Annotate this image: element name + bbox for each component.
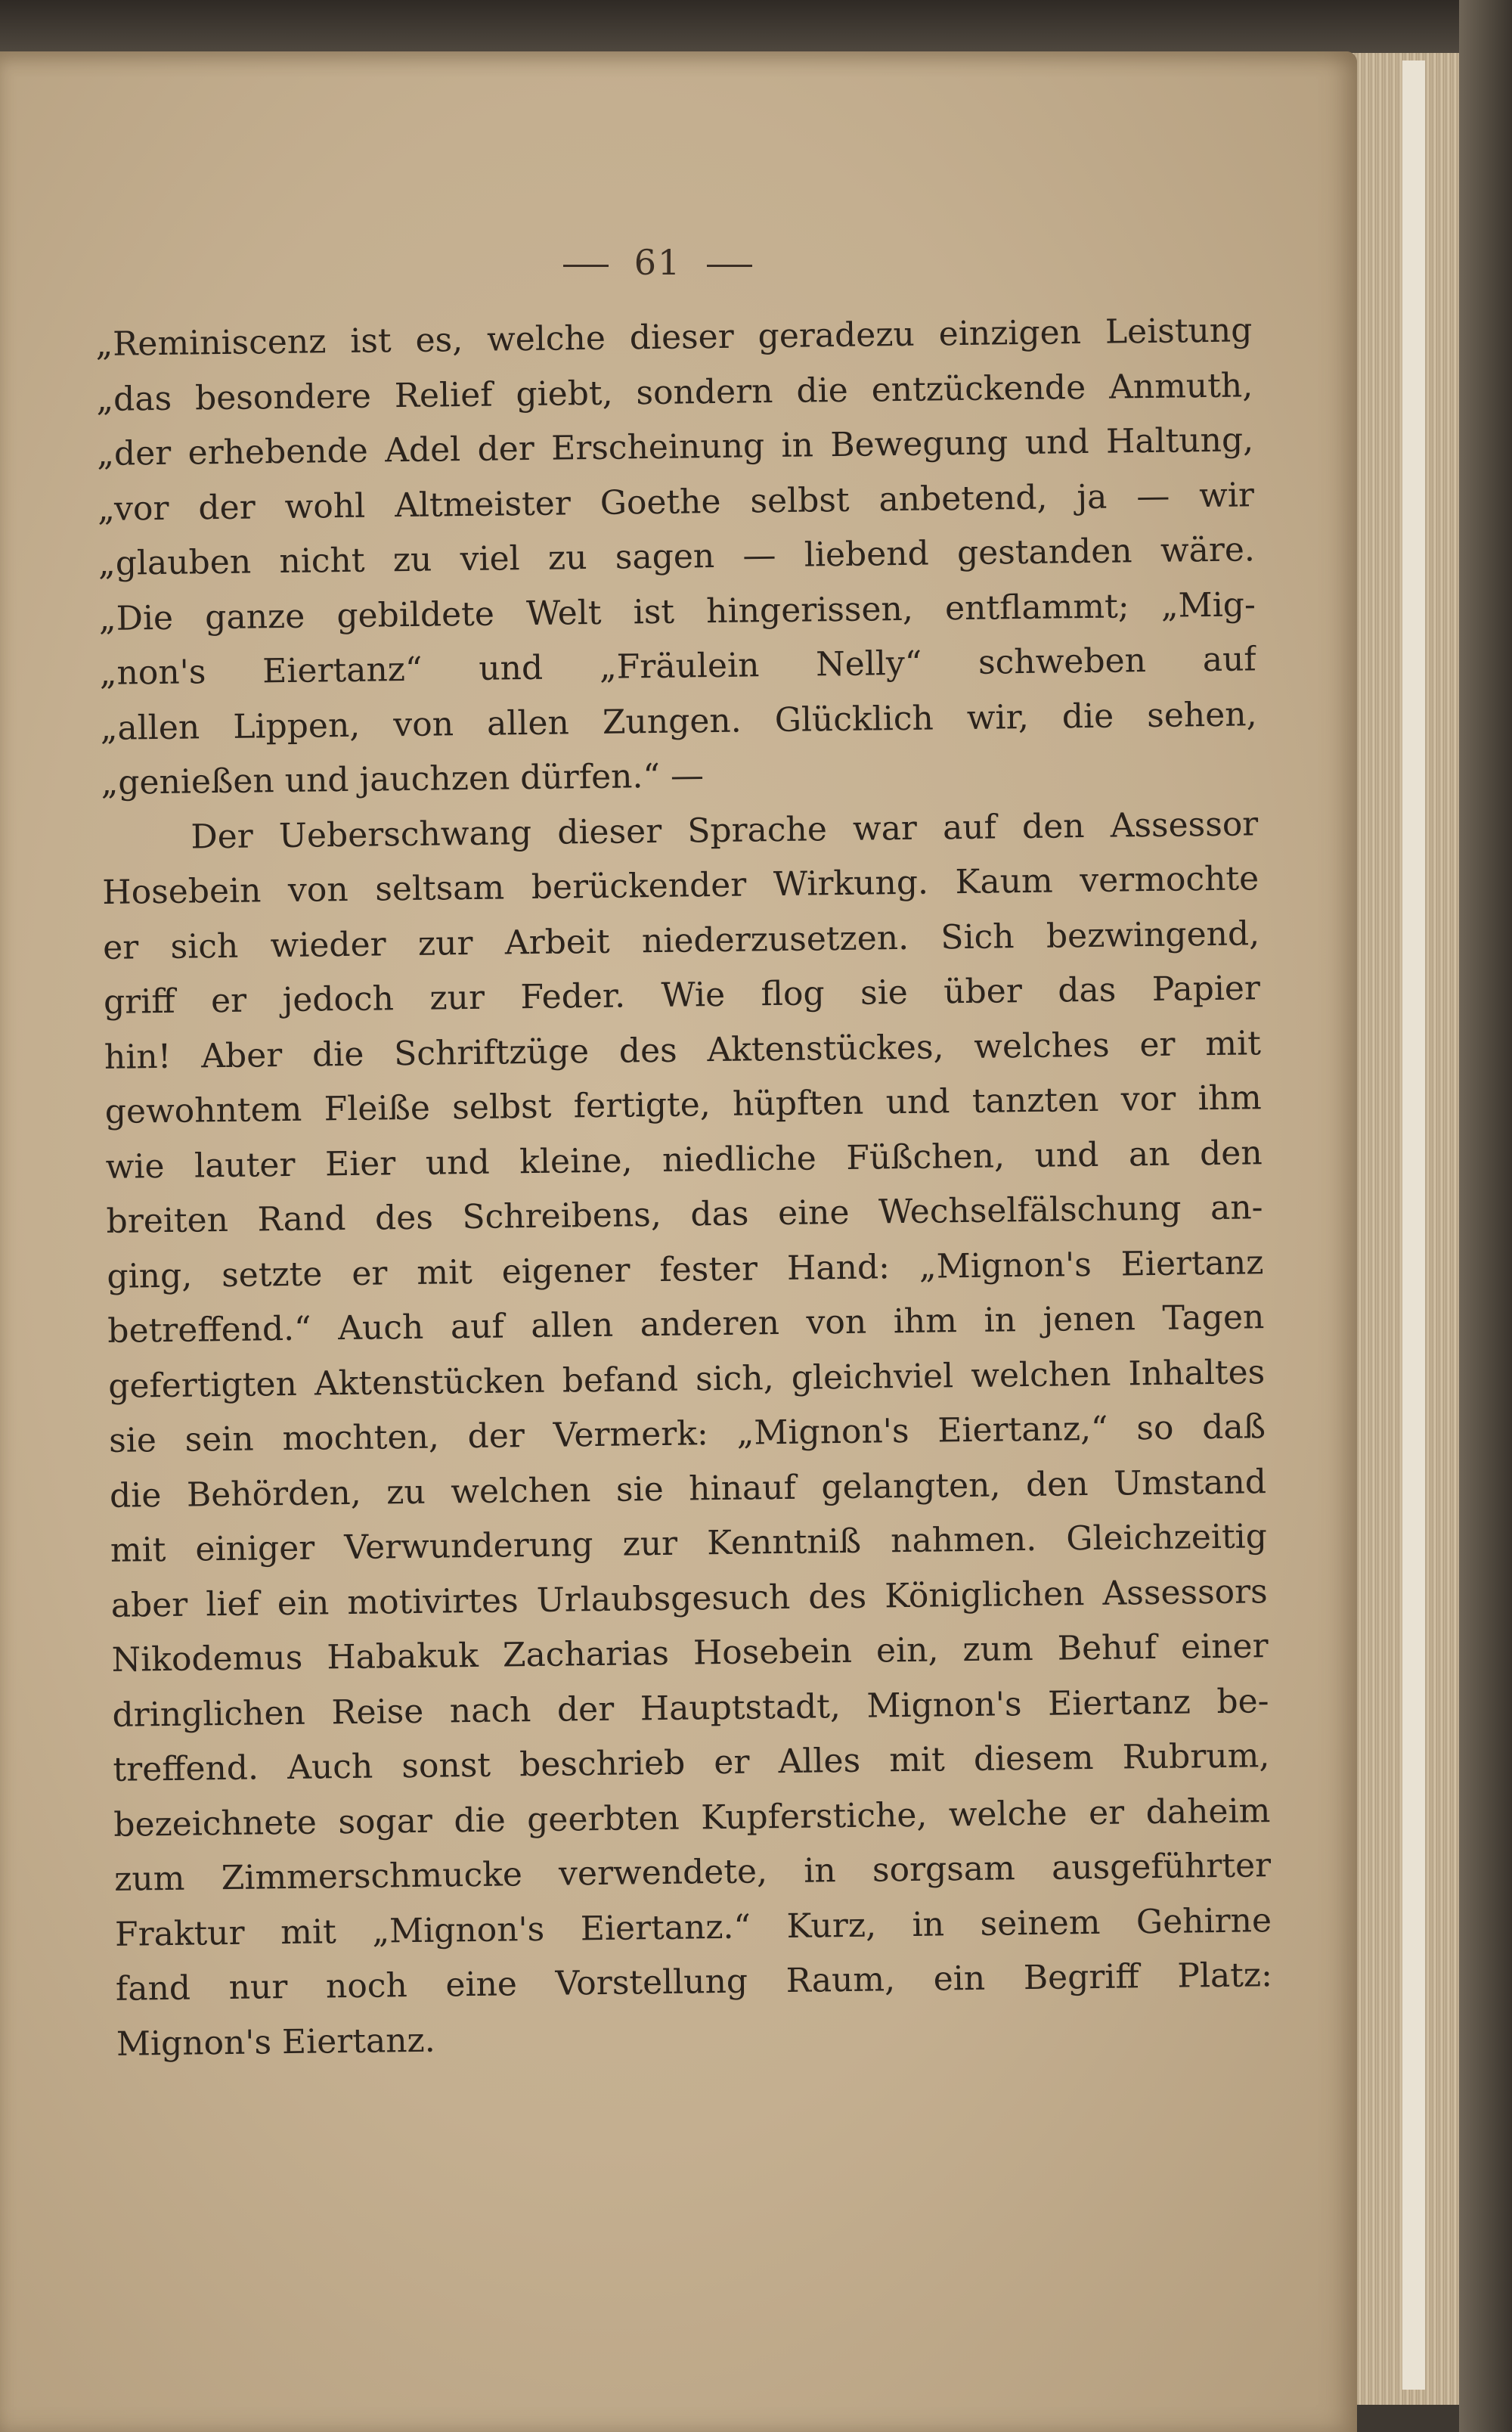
text-line: Hosebein von seltsam berückender Wirkung. Kaum vermochte — [101, 859, 1259, 912]
text-line: Fraktur mit „Mignon's Eiertanz.“ Kurz, in seinem Gehirne — [114, 1900, 1272, 1954]
dash-left — [563, 265, 609, 267]
text-line: er sich wieder zur Arbeit niederzusetzen. Sich bezwingend, — [102, 914, 1260, 967]
text-line: griff er jedoch zur Feder. Wie flog sie über das Papier — [103, 969, 1261, 1022]
text-line: „Reminiscenz ist es, welche dieser geradezu einzigen Leistung — [95, 311, 1253, 364]
text-line: Mignon's Eiertanz. — [116, 2021, 435, 2064]
text-line: bezeichnete sogar die geerbten Kupferstiche, welche er daheim — [113, 1791, 1271, 1844]
text-line: gewohntem Fleiße selbst fertigte, hüpften und tanzten vor ihm — [104, 1078, 1263, 1131]
dash-right — [707, 265, 752, 267]
text-line: breiten Rand des Schreibens, das eine Wechselfälschung an- — [106, 1188, 1263, 1241]
text-line: „non's Eiertanz“ und „Fräulein Nelly“ schweben auf — [99, 640, 1256, 693]
text-line: „Die ganze gebildete Welt ist hingerissen, entflammt; „Mig- — [98, 585, 1256, 638]
text-line: gefertigten Aktenstücken befand sich, gleichviel welchen Inhaltes — [107, 1352, 1266, 1406]
text-line: sie sein mochten, der Vermerk: „Mignon's Eiertanz,“ so daß — [108, 1407, 1266, 1460]
text-line: fand nur noch eine Vorstellung Raum, ein Begriff Platz: — [115, 1956, 1273, 2009]
body-text — [95, 303, 1273, 2072]
page-edge-highlight — [1402, 60, 1425, 2390]
text-line: zum Zimmerschmucke verwendete, in sorgsam ausgeführter — [113, 1846, 1272, 1899]
text-line: aber lief ein motivirtes Urlaubsgesuch des Königlichen Assessors — [110, 1571, 1269, 1625]
text-line: ging, setzte er mit eigener fester Hand: „Mignon's Eiertanz — [107, 1242, 1264, 1296]
text-line: dringlichen Reise nach der Hauptstadt, Mignon's Eiertanz be- — [112, 1681, 1269, 1735]
text-line: wie lauter Eier und kleine, niedliche Füßchen, und an den — [105, 1133, 1263, 1187]
text-line: Nikodemus Habakuk Zacharias Hosebein ein, zum Behuf einer — [111, 1627, 1269, 1680]
text-line: „der erhebende Adel der Erscheinung in Bewegung und Haltung, — [96, 420, 1254, 473]
book-cover-right — [1459, 0, 1512, 2432]
page-number: 61 — [634, 242, 682, 283]
text-line: „glauben nicht zu viel zu sagen — liebend gestanden wäre. — [98, 530, 1256, 583]
text-line: mit einiger Verwunderung zur Kenntniß nahmen. Gleichzeitig — [110, 1517, 1268, 1570]
text-line: „vor der wohl Altmeister Goethe selbst anbetend, ja — wir — [97, 475, 1255, 529]
text-line: „allen Lippen, von allen Zungen. Glücklich wir, die sehen, — [100, 694, 1257, 748]
text-line: betreffend.“ Auch auf allen anderen von ihm in jenen Tagen — [107, 1298, 1265, 1351]
text-line: „das besondere Relief giebt, sondern die entzückende Anmuth, — [96, 365, 1253, 419]
text-line: „genießen und jauchzen dürfen.“ — — [101, 756, 705, 802]
text-line: hin! Aber die Schriftzüge des Aktenstückes, welches er mit — [104, 1023, 1262, 1077]
text-line: Der Ueberschwang dieser Sprache war auf den Assessor — [191, 804, 1259, 857]
book-page — [0, 51, 1357, 2432]
text-line: treffend. Auch sonst beschrieb er Alles mit diesem Rubrum, — [113, 1736, 1270, 1789]
page-number-header — [0, 242, 1315, 283]
text-line: die Behörden, zu welchen sie hinauf gelangten, den Umstand — [109, 1462, 1267, 1515]
